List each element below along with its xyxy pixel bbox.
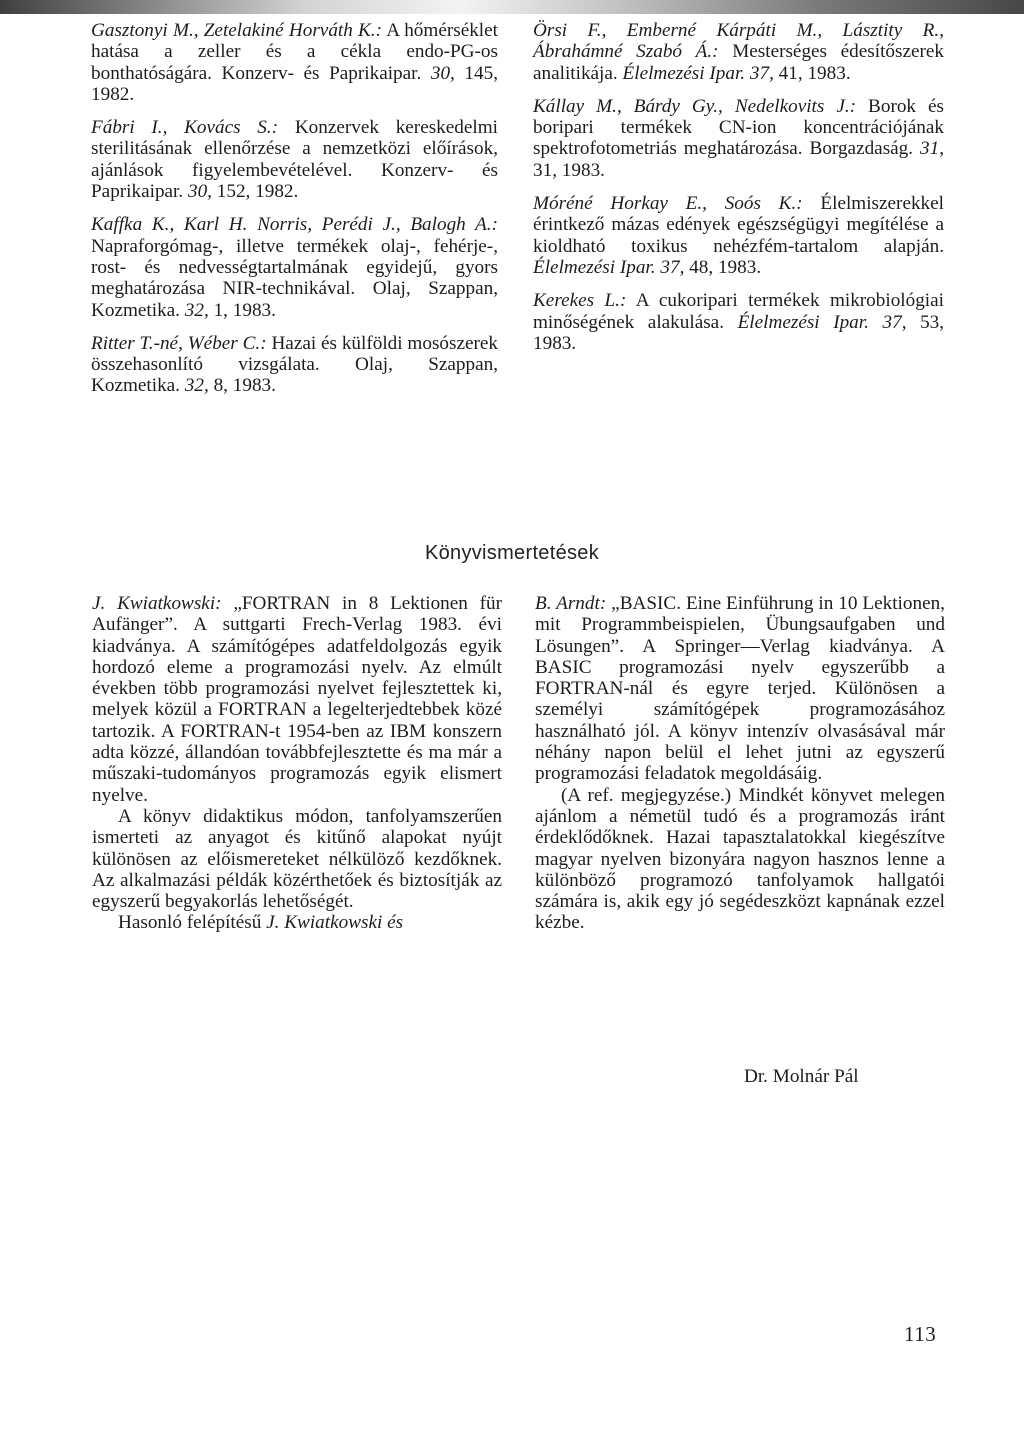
reference-authors: Fábri I., Kovács S.:: [91, 117, 279, 139]
reference-volume: 30,: [187, 181, 212, 203]
review-author: J. Kwiatkowski:: [92, 593, 222, 614]
reference-title: A hőmérséklet hatása a zeller és a cékla endo-PG-os bonthatóságára. Konzerv- és Paprikaipar.: [91, 20, 498, 84]
reference-volume: 31,: [920, 138, 944, 160]
review-paragraph: [92, 806, 502, 912]
reference-body: [91, 214, 498, 320]
reference-volume: 37,: [749, 62, 774, 84]
reference-volume: 30,: [430, 62, 455, 84]
review-paragraph: [535, 785, 945, 934]
reference-pages-year: 31, 1983.: [533, 159, 605, 181]
reference-pages-year: 145, 1982.: [91, 62, 498, 105]
reference-title: Mesterséges édesítőszerek analitikája.: [533, 41, 945, 84]
reference-pages-year: 41, 1983.: [778, 62, 851, 84]
reference-entry: [91, 20, 498, 105]
reference-authors: Örsi F., Emberné Kárpáti M., Lásztity R., Ábrahámné Szabó Á.:: [533, 20, 944, 63]
reference-body: [91, 20, 498, 105]
reference-journal: Élelmezési Ipar.: [737, 311, 869, 333]
review-paragraph: [92, 593, 502, 806]
reference-authors: Móréné Horkay E., Soós K.:: [533, 193, 803, 215]
reference-volume: 32,: [184, 299, 209, 321]
reference-authors: Kaffka K., Karl H. Norris, Perédi J., Balogh A.:: [91, 214, 498, 236]
review-text: „BASIC. Eine Einführung in 10 Lektionen, mit Programmbeispielen, Übungsaufgaben und Lösungen”. A Springer—Verlag kiadványa. A BASIC programozási nyelv egyszerűbb a FORTRAN-nál és egyre terjed. Különösen a személyi számítógépek programozásához használható jól. A könyv intenzív olvasásával már néhány napon belül el lehet jutni az egyszerű programozási feladatok megoldásáig.: [535, 593, 945, 785]
reference-volume: 32,: [184, 375, 209, 397]
reference-authors: Ritter T.-né, Wéber C.:: [91, 332, 267, 354]
reference-pages-year: 1, 1983.: [213, 299, 276, 321]
reference-entry: [533, 290, 944, 354]
reference-title: A cukoripari termékek mikrobiológiai minőségének alakulása.: [533, 290, 944, 333]
reference-authors: Kállay M., Bárdy Gy., Nedelkovits J.:: [533, 95, 857, 117]
review-text: Hasonló felépítésű: [118, 912, 262, 934]
reference-journal: Élelmezési Ipar.: [622, 62, 746, 84]
reference-authors: Kerekes L.:: [533, 290, 627, 312]
reference-entry: [533, 20, 944, 84]
reference-entry: [533, 96, 944, 181]
reference-title: Hazai és külföldi mosószerek összehasonlító vizsgálata. Olaj, Szappan, Kozmetika.: [91, 332, 499, 397]
reference-title: Konzervek kereskedelmi sterilitásának ellenőrzése a nemzetközi előírások, ajánlások figyelembevételével. Konzerv- és Paprikaipar.: [91, 117, 498, 203]
reference-body: [533, 193, 944, 278]
reference-authors: Gasztonyi M., Zetelakiné Horváth K.:: [91, 20, 383, 41]
scan-top-border: [0, 0, 1024, 14]
reference-title: Napraforgómag-, illetve termékek olaj-, fehérje-, rost- és nedvességtartalmának egyidejű, gyors meghatározása NIR-technikával. Olaj, Szappan, Kozmetika.: [91, 235, 498, 321]
reference-pages-year: 53, 1983.: [533, 311, 945, 354]
book-review-right: [535, 593, 945, 934]
reference-body: [91, 333, 498, 397]
reference-entry: [91, 333, 498, 397]
reference-body: [533, 96, 944, 181]
review-text: „FORTRAN in 8 Lektionen für Aufänger”. A suttgarti Frech-Verlag 1983. évi kiadványa. A számítógépes adatfeldolgozás egyik hordozó eleme a programozási nyelv. Az elmúlt években több programozási nyelvet fejlesztettek ki, melyek közül a FORTRAN a legelterjedtebbek közé tartozik. A FORTRAN-t 1954-ben az IBM konszern adta közzé, állandóan továbbfejlesztette és ma már a műszaki-tudományos programozás egyik elismert nyelve.: [92, 593, 503, 806]
reference-pages-year: 8, 1983.: [213, 375, 276, 397]
reference-title: Borok és boripari termékek CN-ion koncentrációjának spektrofotometriás meghatározása. Borgazdaság.: [533, 95, 944, 160]
reference-journal: Élelmezési Ipar.: [533, 256, 656, 278]
reviewer-signature: Dr. Molnár Pál: [744, 1066, 859, 1087]
section-title: Könyvismertetések: [424, 542, 600, 564]
reference-body: [533, 290, 944, 354]
reference-body: [533, 20, 944, 84]
reference-list-left: [91, 20, 498, 409]
reference-pages-year: 48, 1983.: [689, 256, 762, 278]
reference-volume: 37,: [660, 256, 685, 278]
page-number: 113: [904, 1322, 937, 1346]
reference-volume: 37,: [882, 311, 907, 333]
review-paragraph: [535, 593, 945, 785]
review-author: J. Kwiatkowski és: [266, 912, 404, 934]
reference-entry: [91, 117, 498, 202]
review-author: B. Arndt:: [535, 593, 607, 614]
review-paragraph: [92, 912, 502, 933]
review-text: A könyv didaktikus módon, tanfolyamszerűen ismerteti az anyagot és kitűnő alapokat nyújt különösen az előismereteket nélkülöző kezdőknek. Az alkalmazási példák közérthetőek és biztosítják az egyszerű begyakorlás lehetőségét.: [92, 805, 502, 913]
reference-list-right: [533, 20, 944, 366]
reference-entry: [91, 214, 498, 320]
book-review-left: [92, 593, 502, 934]
reference-entry: [533, 193, 944, 278]
reference-title: Élelmiszerekkel érintkező mázas edények egészségügyi megítélése a kioldható toxikus nehézfém-tartalom alapján.: [533, 193, 945, 257]
reference-pages-year: 152, 1982.: [216, 181, 299, 203]
reference-body: [91, 117, 498, 202]
review-text: (A ref. megjegyzése.) Mindkét könyvet melegen ajánlom a németül tudó és a programozás iránt érdeklődőknek. Hazai tapasztalatokkal kiegészítve magyar nyelven bizonyára nagyon hasznos lenne a különböző programozó tanfolyamok hallgatói számára is, akik egy jó segédeszközt kapnának ezzel kézbe.: [535, 784, 945, 934]
